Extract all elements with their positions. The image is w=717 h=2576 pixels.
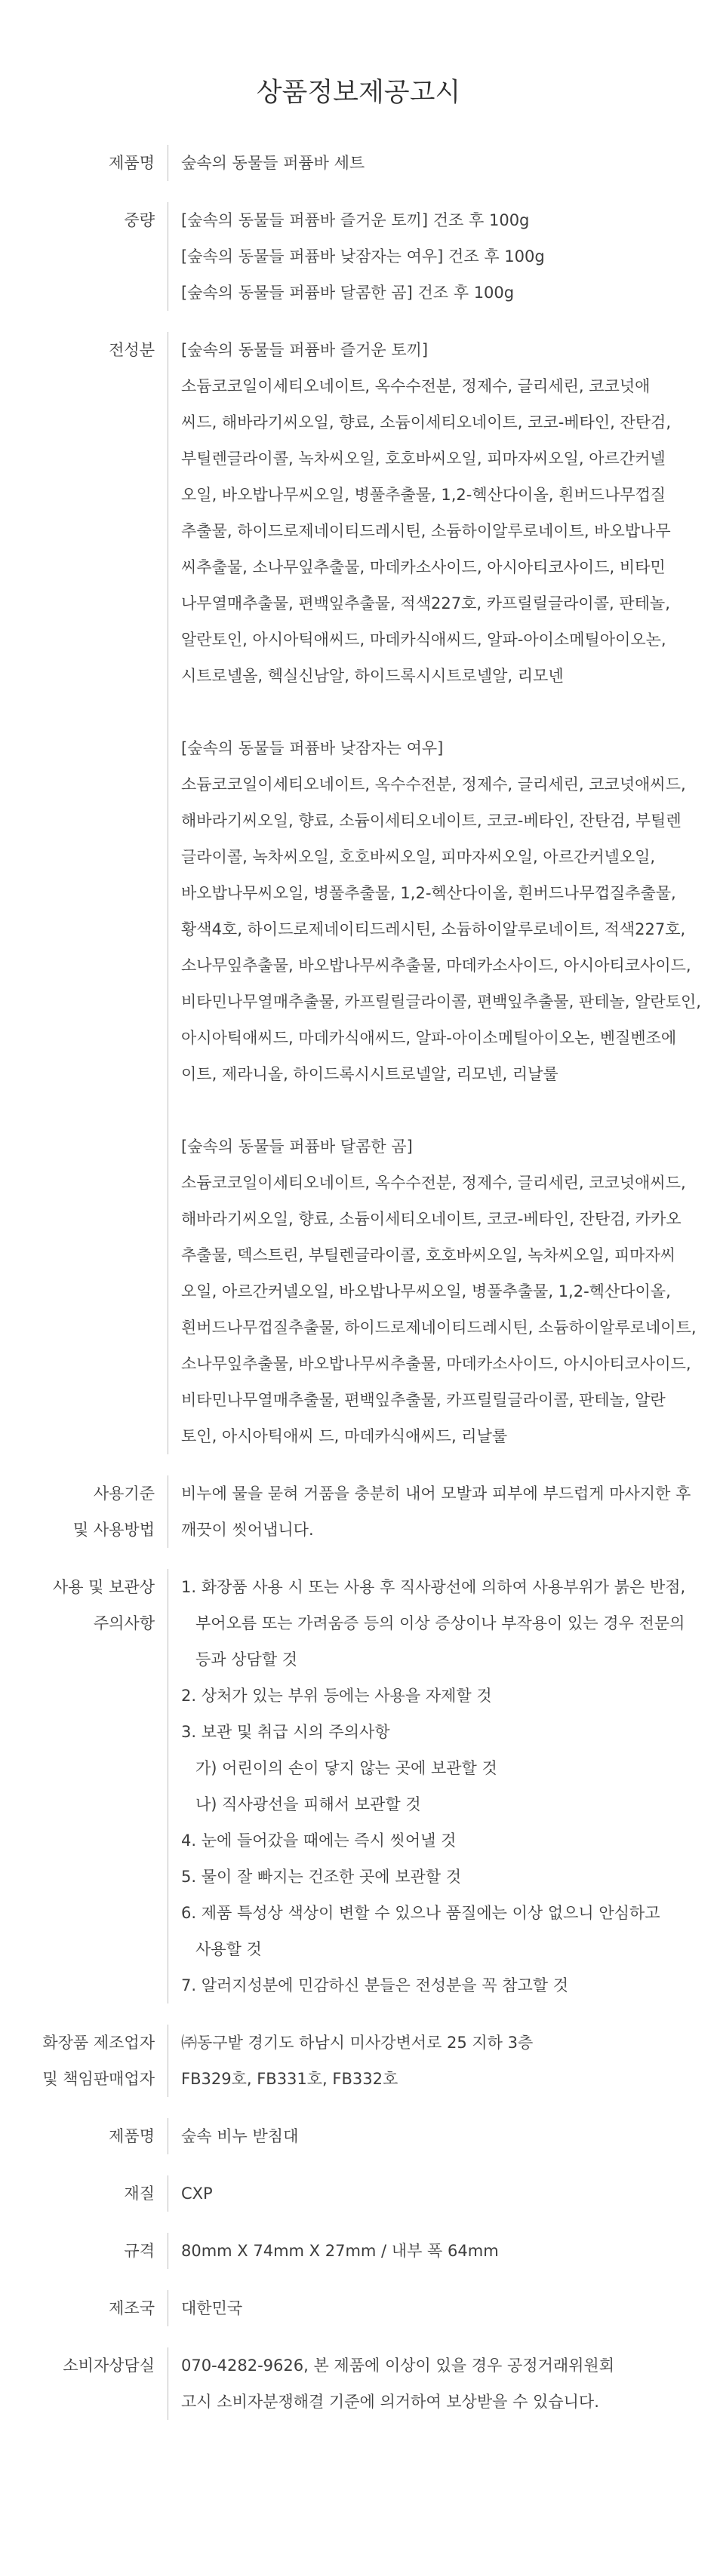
- label-product-name: 제품명: [109, 154, 155, 172]
- row-usage: [0, 1475, 717, 1548]
- label-manufacturer: 화장품 제조업자 및 책임판매업자: [42, 2034, 155, 2088]
- label-origin: 제조국: [109, 2299, 155, 2317]
- row-material: [0, 2175, 717, 2212]
- label-consumer-center: 소비자상담실: [63, 2356, 155, 2375]
- label-dish-name: 제품명: [109, 2127, 155, 2145]
- value-size: 80mm X 74mm X 27mm / 내부 폭 64mm: [181, 2242, 499, 2260]
- label-precautions: 사용 및 보관상 주의사항: [52, 1578, 155, 1632]
- value-consumer-center: 070-4282-9626, 본 제품에 이상이 있을 경우 공정거래위원회 고시 소비자분쟁해결 기준에 의거하여 보상받을 수 있습니다.: [181, 2356, 614, 2411]
- label-ingredients: 전성분: [109, 341, 155, 359]
- value-manufacturer: ㈜동구밭 경기도 하남시 미사강변서로 25 지하 3층 FB329호, FB331호, FB332호: [181, 2034, 534, 2088]
- precaution-line: 6. 제품 특성상 색상이 변할 수 있으나 품질에는 이상 없으니 안심하고: [181, 1904, 660, 1922]
- ingredients-rabbit: [숲속의 동물들 퍼퓸바 즐거운 토끼] 소듐코코일이세티오네이트, 옥수수전분, 정제수, 글리세린, 코코넛애 씨드, 해바라기씨오일, 향료, 소듐이세티오네이트, 코코-베타인, 잔탄검, 부틸렌글라이콜, 녹차씨오일, 호호바씨오일, 피마자씨오일, 아르간커넬 오일, 바오밥나무씨오일, 병풀추출물, 1,2-헥산다이올, 흰버드나무껍질 추출물, 하이드로제네이티드레시틴, 소듐하이알루로네이트, 바오밥나무 씨추출물, 소나무잎추출물, 마데카소사이드, 아시아티코사이드, 비타민 나무열매추출물, 편백잎추출물, 적색227호, 카프릴릴글라이콜, 판테놀, 알란토인, 아시아틱애씨드, 마데카식애씨드, 알파-아이소메틸아이오논, 시트로넬올, 헥실신남알, 하이드록시시트로넬알, 리모넨: [181, 341, 672, 685]
- row-consumer-center: [0, 2347, 717, 2420]
- row-size: [0, 2233, 717, 2269]
- precaution-line: 1. 화장품 사용 시 또는 사용 후 직사광선에 의하여 사용부위가 붉은 반점,: [181, 1578, 686, 1596]
- label-material: 재질: [124, 2185, 155, 2203]
- value-weight: [숲속의 동물들 퍼퓸바 즐거운 토끼] 건조 후 100g [숲속의 동물들 퍼퓸바 낮잠자는 여우] 건조 후 100g [숲속의 동물들 퍼퓸바 달콤한 곰] 건조 후 100g: [181, 211, 545, 302]
- precaution-line: 등과 상담할 것: [195, 1650, 298, 1669]
- row-product-name: [0, 145, 717, 181]
- value-ingredients: [181, 332, 717, 1454]
- precaution-line: 5. 물이 잘 빠지는 건조한 곳에 보관할 것: [181, 1868, 462, 1886]
- page-title: 상품정보제공고시: [256, 78, 461, 108]
- product-info-table: [0, 145, 717, 2420]
- precaution-line: 4. 눈에 들어갔을 때에는 즉시 씻어낼 것: [181, 1831, 457, 1850]
- precaution-line: 사용할 것: [195, 1940, 262, 1958]
- ingredients-bear: [숲속의 동물들 퍼퓸바 달콤한 곰] 소듐코코일이세티오네이트, 옥수수전분, 정제수, 글리세린, 코코넛애씨드, 해바라기씨오일, 향료, 소듐이세티오네이트, 코코-베타인, 잔탄검, 카카오 추출물, 덱스트린, 부틸렌글라이콜, 호호바씨오일, 녹차씨오일, 피마자씨 오일, 아르간커넬오일, 바오밥나무씨오일, 병풀추출물, 1,2-헥산다이올, 흰버드나무껍질추출물, 하이드로제네이티드레시틴, 소듐하이알루로네이트, 소나무잎추출물, 바오밥나무씨추출물, 마데카소사이드, 아시아티코사이드, 비타민나무열매추출물, 편백잎추출물, 카프릴릴글라이콜, 판테놀, 알란 토인, 아시아틱애씨 드, 마데카식애씨드, 리날룰: [181, 1138, 697, 1445]
- value-origin: 대한민국: [181, 2299, 243, 2317]
- precaution-line: 3. 보관 및 취급 시의 주의사항: [181, 1723, 390, 1741]
- value-material: CXP: [181, 2185, 213, 2203]
- value-product-name: 숲속의 동물들 퍼퓸바 세트: [181, 154, 365, 172]
- label-usage: 사용기준 및 사용방법: [72, 1485, 155, 1539]
- row-origin: [0, 2290, 717, 2326]
- label-size: 규격: [124, 2242, 155, 2260]
- ingredients-fox: [숲속의 동물들 퍼퓸바 낮잠자는 여우] 소듐코코일이세티오네이트, 옥수수전분, 정제수, 글리세린, 코코넛애씨드, 해바라기씨오일, 향료, 소듐이세티오네이트, 코코-베타인, 잔탄검, 부틸렌 글라이콜, 녹차씨오일, 호호바씨오일, 피마자씨오일, 아르간커넬오일, 바오밥나무씨오일, 병풀추출물, 1,2-헥산다이올, 흰버드나무껍질추출물, 황색4호, 하이드로제네이티드레시틴, 소듐하이알루로네이트, 적색227호, 소나무잎추출물, 바오밥나무씨추출물, 마데카소사이드, 아시아티코사이드, 비타민나무열매추출물, 카프릴릴글라이콜, 편백잎추출물, 판테놀, 알란토인, 아시아틱애씨드, 마데카식애씨드, 알파-아이소메틸아이오논, 벤질벤조에 이트, 제라니올, 하이드록시시트로넬알, 리모넨, 리날룰: [181, 739, 701, 1083]
- precaution-line: 가) 어린이의 손이 닿지 않는 곳에 보관할 것: [195, 1759, 497, 1777]
- precaution-line: 2. 상처가 있는 부위 등에는 사용을 자제할 것: [181, 1687, 492, 1705]
- value-precautions: [181, 1569, 717, 2003]
- row-dish-name: [0, 2118, 717, 2154]
- value-usage: 비누에 물을 묻혀 거품을 충분히 내어 모발과 피부에 부드럽게 마사지한 후 깨끗이 씻어냅니다.: [181, 1485, 691, 1539]
- row-ingredients: [0, 332, 717, 1454]
- precaution-line: 부어오름 또는 가려움증 등의 이상 증상이나 부작용이 있는 경우 전문의: [195, 1614, 685, 1632]
- row-precautions: [0, 1569, 717, 2003]
- row-manufacturer: [0, 2025, 717, 2097]
- label-weight: 중량: [124, 211, 155, 229]
- row-weight: [0, 202, 717, 311]
- precaution-line: 나) 직사광선을 피해서 보관할 것: [195, 1795, 421, 1813]
- precaution-line: 7. 알러지성분에 민감하신 분들은 전성분을 꼭 참고할 것: [181, 1976, 569, 1994]
- value-dish-name: 숲속 비누 받침대: [181, 2127, 299, 2145]
